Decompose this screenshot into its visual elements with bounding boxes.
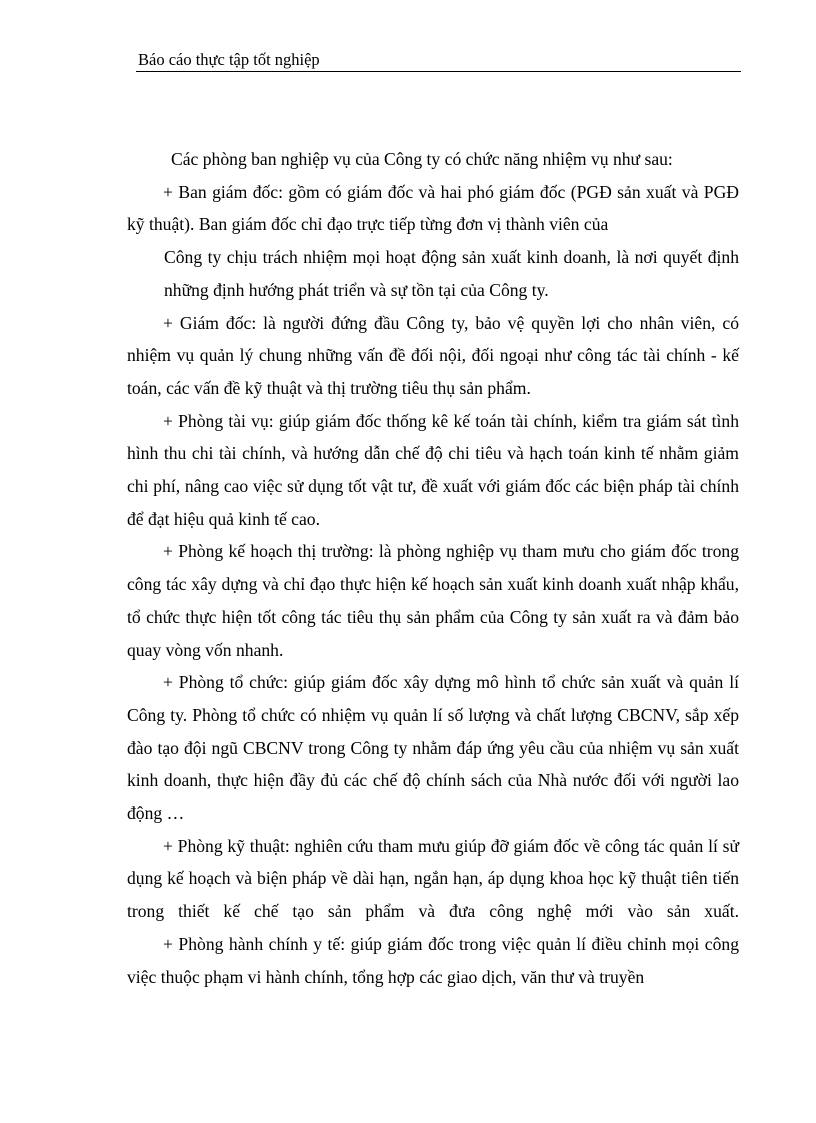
- paragraph-ban-giam-doc: + Ban giám đốc: gồm có giám đốc và hai phó giám đốc (PGĐ sản xuất và PGĐ kỹ thuật). Ban giám đốc chỉ đạo trực tiếp từng đơn vị thành viên của: [127, 181, 739, 235]
- paragraph-phong-hanh-chinh: + Phòng hành chính y tế: giúp giám đốc trong việc quản lí điều chỉnh mọi công việc thuộc phạm vi hành chính, tổng hợp các giao dịch, văn thư và truyền: [127, 933, 739, 987]
- document-body: [127, 143, 739, 993]
- paragraph-phong-tai-vu: + Phòng tài vụ: giúp giám đốc thống kê kế toán tài chính, kiểm tra giám sát tình hình thu chi tài chính, và hướng dẫn chế độ chi tiêu và hạch toán kinh tế nhằm giảm chi phí, nâng cao việc sử dụng tốt vật tư, đề xuất với giám đốc các biện pháp tài chính để đạt hiệu quả kinh tế cao.: [127, 410, 739, 529]
- page-header: [136, 50, 741, 72]
- paragraph-phong-to-chuc: + Phòng tổ chức: giúp giám đốc xây dựng mô hình tổ chức sản xuất và quản lí Công ty. Phòng tổ chức có nhiệm vụ quản lí số lượng và chất lượng CBCNV, sắp xếp đào tạo đội ngũ CBCNV trong Công ty nhằm đáp ứng yêu cầu của nhiệm vụ sản xuất kinh doanh, thực hiện đầy đủ các chế độ chính sách của Nhà nước đối với người lao động …: [127, 672, 739, 824]
- paragraph-giam-doc: + Giám đốc: là người đứng đầu Công ty, bảo vệ quyền lợi cho nhân viên, có nhiệm vụ quản lý chung những vấn đề đối nội, đối ngoại như công tác tài chính - kế toán, các vấn đề kỹ thuật và thị trường tiêu thụ sản phẩm.: [127, 312, 739, 398]
- paragraph-phong-ke-hoach: + Phòng kế hoạch thị trường: là phòng nghiệp vụ tham mưu cho giám đốc trong công tác xây dựng và chỉ đạo thực hiện kế hoạch sản xuất kinh doanh xuất nhập khẩu, tổ chức thực hiện tốt công tác tiêu thụ sản phẩm của Công ty sản xuất ra và đảm bảo quay vòng vốn nhanh.: [127, 541, 739, 660]
- paragraph-phong-ky-thuat: + Phòng kỹ thuật: nghiên cứu tham mưu giúp đỡ giám đốc về công tác quản lí sử dụng kế hoạch và biện pháp về dài hạn, ngắn hạn, áp dụng khoa học kỹ thuật tiên tiến trong thiết kế chế tạo sản phẩm và đưa công nghệ mới vào sản xuất.: [127, 835, 739, 922]
- intro-paragraph: Các phòng ban nghiệp vụ của Công ty có chức năng nhiệm vụ như sau:: [171, 149, 673, 169]
- page-header-title: Báo cáo thực tập tốt nghiệp: [138, 50, 320, 69]
- paragraph-ban-giam-doc-continued: Công ty chịu trách nhiệm mọi hoạt động sản xuất kinh doanh, là nơi quyết định những định hướng phát triển và sự tồn tại của Công ty.: [164, 247, 739, 300]
